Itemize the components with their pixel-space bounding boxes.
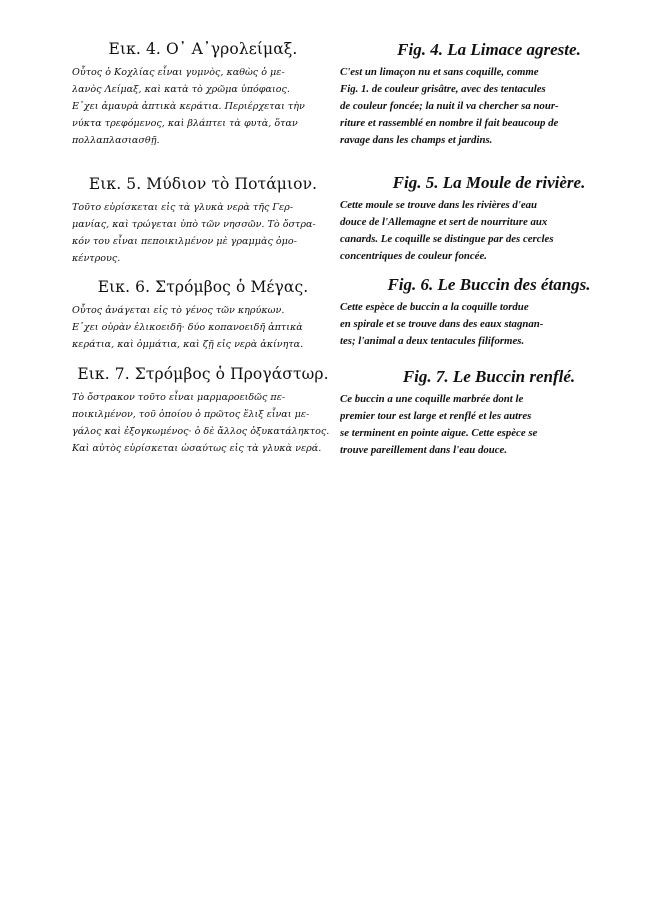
french-paragraph <box>340 64 638 149</box>
text-line: Οὗτος ὁ Κοχλίας εἶναι γυμνὸς, καθὼς ὁ με- <box>72 67 285 78</box>
text-line: trouve pareillement dans l'eau douce. <box>340 444 508 456</box>
greek-entry-fig6 <box>72 278 334 353</box>
text-line: κέντρους. <box>72 253 121 264</box>
text-line: riture et rassemblé en nombre il fait beaucoup de <box>340 117 559 129</box>
text-line: douce de l'Allemagne et sert de nourriture aux <box>340 216 548 228</box>
text-line: γάλος καὶ ἐξογκωμένος· ὁ δὲ ἄλλος ὀξυκατάληκτος. <box>72 426 330 437</box>
french-entry-fig5 <box>340 173 638 265</box>
french-paragraph <box>340 391 638 459</box>
text-line: de couleur foncée; la nuit il va chercher sa nour- <box>340 100 559 112</box>
text-line: Καὶ αὐτὸς εὑρίσκεται ὡσαύτως εἰς τὰ γλυκὰ νερά. <box>72 443 322 454</box>
greek-entry-fig5 <box>72 175 334 267</box>
greek-heading: Εικ. 7. Στρόμβος ὁ Προγάστωρ. <box>77 365 329 383</box>
text-line: se terminent en pointe aigue. Cette espèce se <box>340 427 538 439</box>
text-line: concentriques de couleur foncée. <box>340 250 487 262</box>
text-line: μανίας, καὶ τρώγεται ὑπὸ τῶν νησσῶν. Τὸ ὄστρα- <box>72 219 316 230</box>
text-line: Οὗτος ἀνάγεται εἰς τὸ γένος τῶν κηρύκων. <box>72 305 285 316</box>
text-line: tes; l'animal a deux tentacules filiformes. <box>340 335 525 347</box>
text-line: Ε᾽χει ἀμαυρὰ ἀπτικὰ κεράτια. Περιέρχεται τὴν <box>72 101 305 112</box>
greek-entry-fig4 <box>72 40 334 149</box>
text-line: κεράτια, καὶ ὀμμάτια, καὶ ζῇ εἰς νερὰ ἀκίνητα. <box>72 339 304 350</box>
text-line: ποικιλμένον, τοῦ ὁποίου ὁ πρῶτος ἕλιξ εἶναι με- <box>72 409 310 420</box>
text-line: Τοῦτο εὑρίσκεται εἰς τὰ γλυκὰ νερὰ τῆς Γερ- <box>72 202 294 213</box>
text-line: en spirale et se trouve dans des eaux stagnan- <box>340 318 544 330</box>
text-line: Fig. 1. de couleur grisâtre, avec des tentacules <box>340 83 546 95</box>
text-line: Ce buccin a une coquille marbrée dont le <box>340 393 524 405</box>
french-entry-fig4 <box>340 40 638 149</box>
french-entry-fig7 <box>340 367 638 459</box>
greek-heading: Εικ. 5. Μύδιον τὸ Ποτάμιον. <box>88 175 318 193</box>
text-line: νύκτα τρεφόμενος, καὶ βλάπτει τὰ φυτὰ, ὅταν <box>72 118 298 129</box>
greek-paragraph <box>72 64 334 149</box>
text-line: C'est un limaçon nu et sans coquille, comme <box>340 66 539 78</box>
french-entry-fig6 <box>340 275 638 350</box>
french-paragraph <box>340 197 638 265</box>
greek-paragraph <box>72 302 334 353</box>
text-line: Ε᾽χει οὐρὰν ἑλικοειδῆ· δύο κοπανοειδῆ ἀπτικὰ <box>72 322 303 333</box>
french-heading: Fig. 6. Le Buccin des étangs. <box>387 275 591 294</box>
greek-entry-fig7 <box>72 365 334 457</box>
text-line: κόν του εἶναι πεποικιλμένον μὲ γραμμὰς ὁμο- <box>72 236 297 247</box>
text-line: Τὸ ὄστρακον τοῦτο εἶναι μαρμαροειδῶς πε- <box>72 392 286 403</box>
text-line: Cette moule se trouve dans les rivières d'eau <box>340 199 538 211</box>
text-line: canards. Le coquille se distingue par des cercles <box>340 233 554 245</box>
greek-heading: Εικ. 6. Στρόμβος ὁ Μέγας. <box>97 278 309 296</box>
greek-paragraph <box>72 199 334 267</box>
text-line: ravage dans les champs et jardins. <box>340 134 493 146</box>
greek-heading: Εικ. 4. Ο᾽ Α᾽γρολείμαξ. <box>108 40 298 58</box>
text-line: πολλαπλασιασθῇ. <box>72 135 160 146</box>
text-line: Cette espèce de buccin a la coquille tordue <box>340 301 529 313</box>
text-line: λανὸς Λείμαξ, καὶ κατὰ τὸ χρῶμα ὑπόφαιος. <box>72 84 290 95</box>
text-line: premier tour est large et renflé et les autres <box>340 410 532 422</box>
french-paragraph <box>340 299 638 350</box>
greek-paragraph <box>72 389 334 457</box>
french-heading: Fig. 7. Le Buccin renflé. <box>402 367 576 386</box>
french-heading: Fig. 4. La Limace agreste. <box>397 40 581 59</box>
french-heading: Fig. 5. La Moule de rivière. <box>392 173 586 192</box>
